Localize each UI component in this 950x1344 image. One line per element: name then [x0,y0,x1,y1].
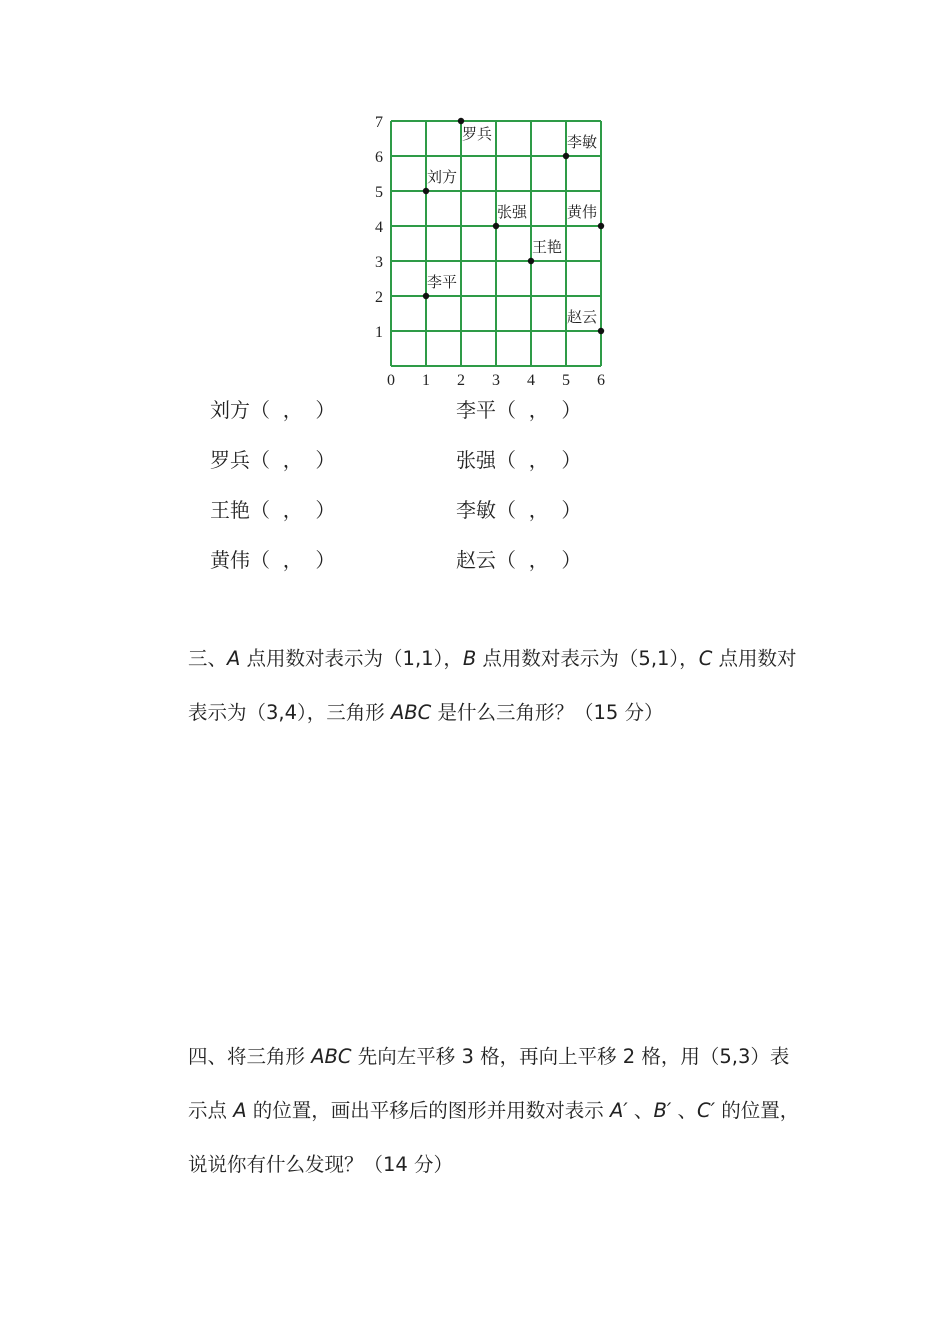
point-a-label: A [233,1099,247,1122]
x-axis-tick-labels [387,372,605,389]
y-tick-label: 1 [375,324,383,341]
coordinate-grid-figure [355,105,635,395]
q4-text-3: 的位置，画出平移后的图形并用数对表示 [246,1099,610,1122]
blank-li-ping: 李平（ ， ） [456,398,582,422]
blank-huang-wei: 黄伟（ ， ） [210,548,336,572]
point-a-label: A [227,647,241,670]
blank-liu-fang: 刘方（ ， ） [210,398,336,422]
x-tick-label: 1 [422,372,430,389]
y-tick-label: 2 [375,289,383,306]
student-point [493,223,499,229]
y-tick-label: 3 [375,254,383,271]
student-name-label: 黄伟 [566,203,597,221]
q3-text-2: 点用数对表示为（5,1）， [476,647,699,670]
student-name-label: 张强 [496,203,528,221]
student-point [423,188,429,194]
question-3 [146,632,808,740]
q4-text-2: 先向左平移 3 格，再向上平移 2 格，用（5,3）表示点 [188,1045,790,1122]
point-c-prime-label: C′ [696,1099,715,1122]
student-point [528,258,534,264]
q4-text-4: 的位置，说说你有什么发现？（14 分） [188,1099,800,1176]
y-tick-label: 6 [375,149,383,166]
student-point [598,223,604,229]
triangle-abc-label: ABC [390,701,432,724]
y-axis-tick-labels [375,114,383,341]
x-tick-label: 4 [527,372,535,389]
point-c-label: C [698,647,713,670]
student-name-label: 赵云 [566,308,597,326]
blank-zhang-qiang: 张强（ ， ） [456,448,582,472]
question-3-number: 三、 [188,647,228,670]
blank-li-min: 李敏（ ， ） [456,498,582,522]
q3-text-1: 点用数对表示为（1,1）， [240,647,463,670]
x-tick-label: 3 [492,372,500,389]
blank-wang-yan: 王艳（ ， ） [210,498,336,522]
student-name-label: 李平 [426,273,458,291]
student-name-label: 刘方 [426,168,458,186]
point-a-prime-label: A′ [609,1099,628,1122]
x-tick-label: 5 [562,372,570,389]
y-tick-label: 7 [375,114,383,131]
grid-lines [391,121,601,366]
q3-text-4: 是什么三角形？（15 分） [431,701,664,724]
student-point [563,153,569,159]
student-name-label: 罗兵 [461,125,493,143]
question-4-text [146,1030,808,1192]
blank-zhao-yun: 赵云（ ， ） [456,548,582,572]
x-tick-label: 2 [457,372,465,389]
point-b-prime-label: B′ [653,1099,672,1122]
q3-text-3: 点用数对表示为（3,4），三角形 [188,647,797,724]
student-name-label: 王艳 [531,238,563,256]
y-tick-label: 5 [375,184,383,201]
question-4-number: 四、 [188,1045,228,1068]
triangle-abc-label: ABC [311,1045,352,1068]
y-tick-label: 4 [375,219,383,236]
q4-separator-2: 、 [671,1099,697,1122]
student-point [598,328,604,334]
student-point [423,293,429,299]
question-4 [146,1030,808,1192]
question-3-text [146,632,808,740]
x-tick-label: 6 [597,372,605,389]
student-name-label: 李敏 [566,133,598,151]
q4-text-1: 将三角形 [227,1045,312,1068]
point-b-label: B [462,647,477,670]
q4-separator-1: 、 [627,1099,654,1122]
x-tick-label: 0 [387,372,395,389]
blank-luo-bing: 罗兵（ ， ） [210,448,336,472]
student-point [458,118,464,124]
